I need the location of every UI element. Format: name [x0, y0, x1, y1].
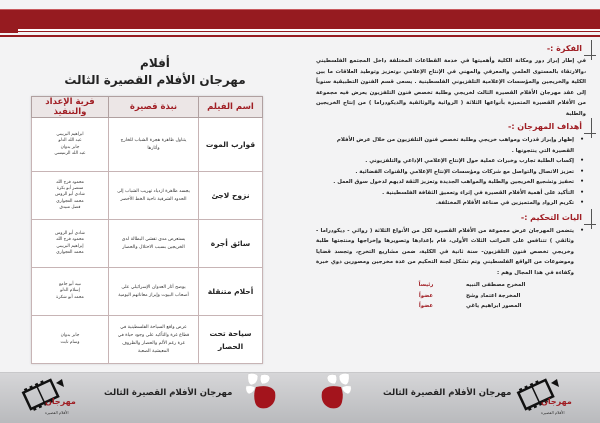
goal-item: • إكساب الطلبة تجارب وخبرات عملية حول الإنتاج الإعلامي الإذاعي والتلفزيوني .	[316, 156, 584, 167]
film-name-cell: نزوح لاجئ	[199, 172, 263, 220]
film-team-cell	[32, 172, 109, 220]
team-member: منتصر أبو بكرة	[56, 186, 84, 192]
judging-heading	[316, 211, 586, 224]
team-member: شادي أبو الروس	[55, 230, 85, 236]
judging-heading-text: اليات التحكيم :-	[520, 212, 582, 222]
table-header-row	[32, 97, 263, 118]
table-row	[32, 220, 263, 268]
jury-name: المخرجة اعتماد وشح	[466, 292, 521, 299]
films-table	[31, 96, 263, 364]
goal-item: • التأكيد على أهمية الأفلام القصيرة في إثراء وتعميق الثقافة الفلسطينية .	[316, 188, 584, 199]
heading-marker-line	[584, 133, 596, 134]
logo-subtitle: الأفلام القصيرة	[45, 410, 69, 415]
jury-member	[316, 301, 586, 312]
team-member: ابراهيم البريبني	[56, 131, 84, 137]
team-member: محمد العجواري	[56, 249, 84, 255]
judging-list	[316, 226, 586, 279]
footer-title-right: مهرجان الأفلام القصيرة الثالث	[383, 388, 512, 398]
film-summary-cell: يتناول ظاهرة هجرة الشباب للخارج وأثارها	[109, 118, 199, 172]
team-member: محمد العجواري	[56, 198, 84, 204]
goal-item: • تحفيز وتشجيع الخريجين والطلبة والمواهب الجديدة وتعزيز الثقة لديهم لدخول سوق العمل .	[316, 177, 584, 188]
table-row	[32, 316, 263, 364]
film-name-cell: قوارب الموت	[199, 118, 263, 172]
header-rule-accent	[0, 29, 18, 33]
goals-heading	[316, 120, 586, 133]
idea-heading	[316, 42, 586, 55]
right-page	[316, 42, 586, 312]
idea-text: في إطار إبراز دور ومكانة الكلية وأهميتها في خدمة القطاعات المختلفة داخل المجتمع الفلسطيني ،والارتقاء بالمستوى العلمي والمعرفي والمهني في الإنتاج الإعلامي ،وتعزيز وتوطيد العلاقات ما بين الكلية والخريجين والمؤسسات الإعلامية التلفزيوني الفلسطينية . يسعى قسم الفنون التطبيقية سنوياً إلى عقد مهرجان الأفلام القصيرة الثالث لخريجي وطلبة تخصص فنون التلفزيون يعرض فيه مجموعة من الأفلام القصيرة المتميزة بأنواعها الثلاثة ( الروائية والوثائقية والديكودراما ) من إنتاج الخريجين والطلبة	[316, 58, 586, 117]
jury-member	[316, 291, 586, 302]
jury-role: عضواً	[418, 303, 434, 309]
jury-role: عضواً	[418, 292, 434, 299]
film-team-cell	[32, 220, 109, 268]
festival-title: مهرجان الأفلام القصيرة الثالث	[64, 73, 246, 87]
goals-heading-text: أهداف المهرجان :-	[508, 122, 582, 131]
jury-list	[316, 280, 586, 312]
header-band	[0, 9, 600, 29]
team-member: محمود فرج الله	[56, 237, 84, 243]
film-summary-cell: يستعرض مدى تفشي البطالة لدى الخريجين بسبب الاحتلال والحصار	[109, 220, 199, 268]
logo-title: مهرجان	[541, 397, 572, 406]
film-summary-cell: يجسد ظاهرة ازدياد تهريب الشباب إلى الحدود الشرقية ناحية الخط الأخضر	[109, 172, 199, 220]
table-row	[32, 118, 263, 172]
goal-item: • إظهار وإبراز قدرات ومواهب خريجي وطلبة تخصص فنون التلفزيون من خلال عرض الأفلام القصيرة التي ينتجونها .	[316, 135, 584, 156]
film-summary-cell: يوضح أثار العدوان الإسرائيلي على أصحاب البيوت وإبراز معاناتهم اليومية	[109, 268, 199, 316]
jury-role: رئيساً	[418, 282, 434, 288]
idea-heading-text: الفكرة :-	[546, 44, 582, 53]
team-member: إبراهيم البريبني	[56, 243, 84, 249]
logo-title: مهرجان	[45, 397, 76, 406]
table-row	[32, 172, 263, 220]
heading-marker-icon	[591, 209, 592, 229]
team-member: وسام ثابت	[60, 339, 80, 345]
header-rule	[18, 29, 600, 32]
team-member: نبيه أبو جامع	[59, 282, 81, 288]
film-team-cell	[32, 316, 109, 364]
header-rule-lower	[0, 35, 600, 37]
film-name-cell: سياحة تحت الحصار	[199, 316, 263, 364]
film-name-cell: أحلام متنقلة	[199, 268, 263, 316]
heading-marker-line	[584, 55, 596, 56]
team-member: جابر بدوان	[60, 144, 80, 150]
flower-logo-icon	[245, 372, 279, 410]
footer-title-left: مهرجان الأفلام القصيرة الثالث	[104, 388, 233, 398]
film-team-cell	[32, 118, 109, 172]
team-member: شادي أبو الروس	[55, 192, 85, 198]
flower-logo-icon	[318, 372, 352, 410]
team-member: عبد الله الرنتيسي	[54, 150, 86, 156]
team-member: محمود فرج الله	[56, 179, 84, 185]
jury-name: المخرج مصطفى النبيه	[466, 282, 526, 288]
jury-member	[316, 280, 586, 291]
col-team: فرية الإعداد والتنفيذ	[32, 97, 109, 118]
logo-subtitle: الأفلام القصيرة	[541, 410, 565, 415]
col-summary: نبذة قصيرة	[109, 97, 199, 118]
team-member: جابر بدوان	[60, 333, 80, 339]
heading-marker-icon	[591, 118, 592, 138]
goal-item: • تعزيز الاتصال والتواصل مع شركات ومؤسسات الإنتاج الإعلامي والقنوات الفضائية .	[316, 167, 584, 178]
judging-text: • يتضمن المهرجان عرض مجموعة من الأفلام القصيرة لكل من الأنواع الثلاثة ( روائي - ديكودراما - وثائقي ) تتنافس على المراتب الثلاث الأولى، قام بإعدادها وتصويرها وإخراجها ومنتجتها طلبة وخريجي تخصص فنون التلفزيون- سنة ثانية في الكلية، ضمن مشاريع التخرج، وتجسد قضايا وموضوعات من الواقع الفلسطيني وتم تشكل لجنة التحكيم من عدة مخرجين ومصورين ذوي خبرة وكفاءة في هذا المجال وهم :	[316, 226, 584, 279]
film-team-cell	[32, 268, 109, 316]
goals-list	[316, 135, 586, 209]
film-name-cell: سائق أجرة	[199, 220, 263, 268]
heading-marker-line	[584, 224, 596, 225]
heading-marker-icon	[591, 40, 592, 60]
team-member: إسلام الدلو	[60, 288, 80, 294]
film-summary-cell: عرض واقع السياحة الفلسطينية في قطاع غزة والتأكيد على وجود حياة في غزة رغم الألم والحصار والظروف المعيشية الصعبة	[109, 316, 199, 364]
films-title: أفلام	[140, 56, 170, 70]
goal-item: • تكريم الرواد والمتميزين في صناعة الأفلام المختلفة.	[316, 198, 584, 209]
col-film-name: اسم الفيلم	[199, 97, 263, 118]
team-member: محمد أبو شكرة	[56, 294, 84, 300]
team-member: عبد الله الدلو	[58, 138, 82, 144]
jury-name: المصور ابراهيم ياغي	[466, 303, 522, 309]
team-member: فضل منيدق	[59, 204, 81, 210]
table-row	[32, 268, 263, 316]
